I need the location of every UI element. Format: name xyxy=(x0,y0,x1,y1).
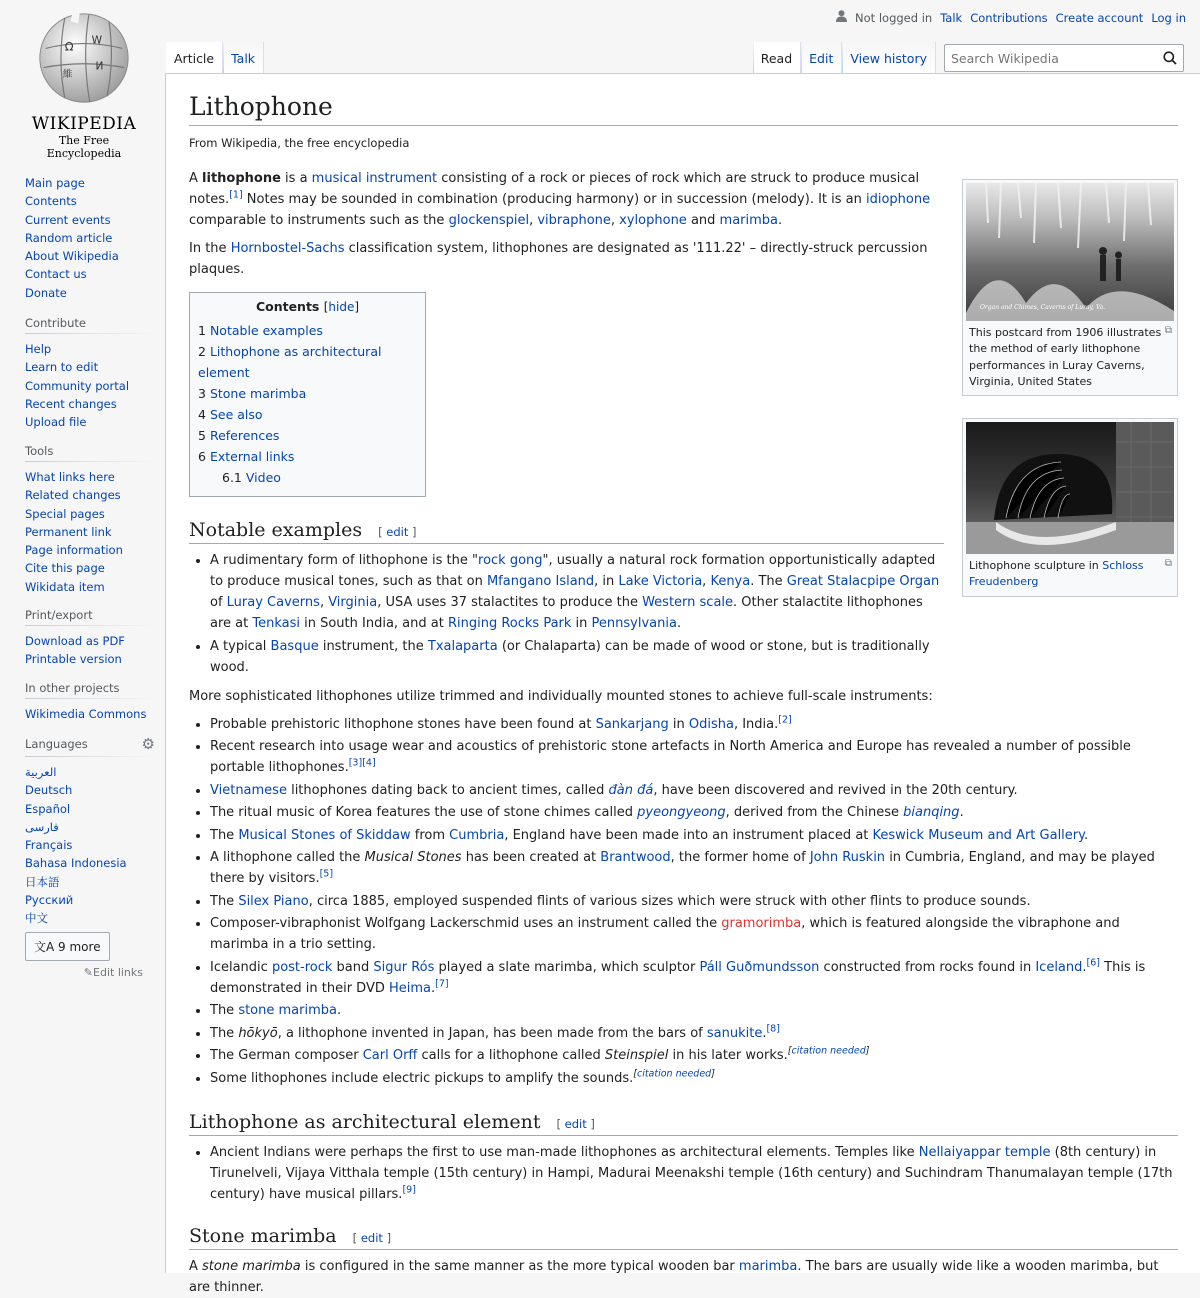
link[interactable]: Ringing Rocks Park xyxy=(447,616,572,631)
project-commons[interactable]: Wikimedia Commons xyxy=(25,707,147,721)
lang-item[interactable]: فارسی xyxy=(25,819,59,834)
toc-number: 6.1 xyxy=(222,470,242,485)
list-item: • The ritual music of Korea features the use of stone chimes called pyeongyeong, derived from the Chinese bianqing. xyxy=(210,802,1178,823)
tools-related-changes[interactable]: Related changes xyxy=(25,488,121,503)
toc-link: Lithophone as architectural element xyxy=(198,344,382,380)
personal-contributions-link[interactable]: Contributions xyxy=(970,10,1048,25)
tools-wikidata[interactable]: Wikidata item xyxy=(25,579,105,594)
toc-link: Video xyxy=(245,470,281,485)
list-item: • The Silex Piano, circa 1885, employed suspended flints of various sizes which were struck with other flints to produce sounds. xyxy=(210,891,1178,912)
logo-tagline: The Free Encyclopedia xyxy=(46,134,122,160)
toc-number: 2 xyxy=(198,344,206,359)
nav-random-article[interactable]: Random article xyxy=(25,230,113,245)
link[interactable]: Silex Piano xyxy=(238,893,309,909)
link[interactable]: Tenkasi xyxy=(252,616,300,631)
toc-item[interactable] xyxy=(198,404,417,425)
link[interactable]: đàn đá xyxy=(608,782,654,798)
section-heading-stone-marimba: Stone marimba [ edit ] xyxy=(189,1225,1178,1250)
search-icon[interactable] xyxy=(1157,45,1183,71)
sculpture-image[interactable] xyxy=(966,422,1174,554)
toc-link: Notable examples xyxy=(209,323,323,338)
list-item: • Some lithophones include electric pickups to amplify the sounds.[citation needed] xyxy=(210,1068,1178,1089)
list-item: • The hōkyō, a lithophone invented in Japan, has been made from the bars of sanukite.[8] xyxy=(210,1023,1178,1044)
portal-heading: Print/export xyxy=(25,608,155,626)
lang-item[interactable]: العربية xyxy=(25,765,57,779)
citation[interactable]: [1] xyxy=(229,189,243,201)
notable-list-1 xyxy=(189,550,944,678)
toc-title-row: Contents [hide] xyxy=(255,299,360,314)
tab-article[interactable] xyxy=(166,42,223,74)
projects-portal xyxy=(25,681,155,723)
postcard-image[interactable] xyxy=(966,183,1174,321)
toc-link: External links xyxy=(209,449,295,464)
toc-hide-toggle[interactable]: hide xyxy=(328,300,355,314)
toc-item[interactable] xyxy=(198,341,417,383)
citation[interactable]: [5] xyxy=(319,868,334,880)
tools-what-links-here[interactable]: What links here xyxy=(25,470,115,484)
tab-edit[interactable] xyxy=(801,42,842,74)
link[interactable]: idiophone xyxy=(866,192,931,207)
citation[interactable]: [4] xyxy=(362,757,376,769)
nav-about[interactable]: About Wikipedia xyxy=(25,249,119,264)
tab-talk-label: Talk xyxy=(231,51,256,66)
globe-logo-icon xyxy=(36,10,132,106)
toc-number: 6 xyxy=(198,449,206,464)
link[interactable]: Virginia xyxy=(328,595,378,610)
citation[interactable]: [2] xyxy=(778,714,792,726)
toc-item[interactable] xyxy=(198,467,417,488)
link[interactable]: Heima xyxy=(389,980,432,996)
wordmark: WIKIPEDIA xyxy=(31,114,137,134)
portal-heading: Languages xyxy=(25,737,88,751)
list-item: • The Musical Stones of Skiddaw from Cumbria, England have been made into an instrument placed at Keswick Museum and Art Gallery. xyxy=(210,825,1178,846)
toc-title: Contents xyxy=(255,299,320,314)
nav-contact[interactable]: Contact us xyxy=(25,267,87,282)
architectural-list xyxy=(189,1142,1178,1205)
figure-caption xyxy=(966,321,1174,392)
link[interactable]: Iceland xyxy=(1035,959,1083,975)
citation[interactable]: [7] xyxy=(435,978,449,990)
translate-icon: 文A xyxy=(34,939,55,954)
page-title: Lithophone xyxy=(189,92,1178,126)
tab-talk[interactable] xyxy=(223,42,264,74)
link[interactable]: Txalaparta xyxy=(427,638,498,654)
view-tabs xyxy=(753,42,936,74)
section-heading-architectural: Lithophone as architectural element [ edit ] xyxy=(189,1111,1178,1136)
link[interactable]: Sankarjang xyxy=(595,716,669,732)
magnify-icon[interactable]: ⧉ xyxy=(1164,325,1172,336)
section-edit-link[interactable]: edit xyxy=(360,1230,383,1245)
link[interactable]: rock gong xyxy=(478,553,543,568)
toc-link: See also xyxy=(209,407,263,422)
contribute-learn[interactable]: Learn to edit xyxy=(25,360,99,375)
section-title: Notable examples xyxy=(189,519,363,541)
toc-number: 1 xyxy=(198,323,206,338)
link[interactable]: Pennsylvania xyxy=(591,616,677,631)
portal-heading: In other projects xyxy=(25,681,155,699)
navigation-portal xyxy=(25,174,155,302)
pencil-icon: ✎ xyxy=(83,965,94,979)
tools-page-information[interactable]: Page information xyxy=(25,543,123,558)
citation[interactable]: [9] xyxy=(402,1184,416,1196)
sidebar xyxy=(0,0,166,1200)
caption-text: Lithophone sculpture in xyxy=(969,559,1103,572)
tab-read[interactable] xyxy=(753,42,801,74)
contribute-portal xyxy=(25,316,155,431)
user-icon xyxy=(836,10,847,25)
toc-link: Stone marimba xyxy=(209,386,307,401)
lang-item[interactable]: Français xyxy=(25,838,73,853)
link[interactable]: Nellaiyappar temple xyxy=(918,1144,1051,1160)
print-download-pdf[interactable]: Download as PDF xyxy=(25,634,125,648)
link[interactable]: Keswick Museum and Art Gallery xyxy=(872,827,1084,843)
toc-item[interactable] xyxy=(198,446,417,467)
portal-heading: Tools xyxy=(25,444,155,462)
toc-number: 3 xyxy=(198,386,206,401)
more-languages-label: 9 more xyxy=(58,939,101,954)
link[interactable]: Carl Orff xyxy=(362,1048,418,1063)
portal-heading: Contribute xyxy=(25,316,155,334)
link[interactable]: Kenya xyxy=(710,574,751,589)
lang-item[interactable]: Bahasa Indonesia xyxy=(25,856,127,871)
postcard-inscription: Organ and Chimes, Caverns of Luray, Va. xyxy=(980,304,1106,311)
svg-text:W: W xyxy=(91,34,103,47)
tab-read-label: Read xyxy=(760,51,793,66)
nav-contents[interactable]: Contents xyxy=(25,194,77,209)
search-input[interactable] xyxy=(945,51,1157,66)
link[interactable]: Luray Caverns xyxy=(226,595,320,610)
tools-permanent-link[interactable]: Permanent link xyxy=(25,524,112,539)
link[interactable]: sanukite xyxy=(706,1025,763,1041)
figure-caption xyxy=(966,554,1174,593)
search-box xyxy=(944,44,1184,72)
toc-item[interactable] xyxy=(198,383,417,404)
wikipedia-logo[interactable] xyxy=(24,10,144,160)
toc-item[interactable] xyxy=(198,320,417,341)
tab-view-history[interactable] xyxy=(842,42,936,74)
link[interactable]: Páll Guðmundsson xyxy=(699,959,820,975)
login-link[interactable]: Log in xyxy=(1151,10,1186,25)
lang-item[interactable]: Deutsch xyxy=(25,783,73,798)
section-heading-notable: Notable examples [ edit ] xyxy=(189,519,944,544)
list-item: • Probable prehistoric lithophone stones have been found at Sankarjang in Odisha, India.[2] xyxy=(210,714,1178,735)
paragraph: A stone marimba is configured in the same manner as the more typical wooden bar marimba. The bars are usually wide like a wooden marimba, but are thinner. xyxy=(189,1258,1159,1295)
toc-number: 4 xyxy=(198,407,206,422)
contribute-help[interactable]: Help xyxy=(25,342,52,356)
lang-item[interactable]: 日本語 xyxy=(25,874,60,889)
contribute-portal-link[interactable]: Community portal xyxy=(25,378,130,393)
not-logged-in: Not logged in xyxy=(855,10,933,25)
lang-item[interactable]: 中文 xyxy=(25,911,48,926)
edit-links-label: Edit links xyxy=(93,965,143,979)
link[interactable]: vibraphone xyxy=(537,213,611,228)
section-edit-link[interactable]: edit xyxy=(564,1116,587,1131)
contribute-recent-changes[interactable]: Recent changes xyxy=(25,396,117,411)
link[interactable]: Vietnamese xyxy=(210,782,287,798)
link[interactable]: Musical Stones of Skiddaw xyxy=(238,827,411,843)
svg-text:И: И xyxy=(95,60,104,73)
tools-special-pages[interactable]: Special pages xyxy=(25,506,105,521)
link[interactable]: Brantwood xyxy=(600,850,671,865)
schloss-freudenberg-link[interactable]: Schloss Freudenberg xyxy=(969,559,1144,589)
link[interactable]: Great Stalacpipe Organ xyxy=(786,574,940,589)
link[interactable]: musical instrument xyxy=(311,171,438,186)
link[interactable]: post-rock xyxy=(271,959,333,975)
languages-heading-row xyxy=(25,735,155,757)
link[interactable]: Lake Victoria xyxy=(618,574,703,589)
link[interactable]: marimba xyxy=(719,213,779,228)
languages-portal xyxy=(25,735,155,979)
list-item: • The stone marimba. xyxy=(210,1000,1178,1021)
tools-cite[interactable]: Cite this page xyxy=(25,561,105,576)
list-item: • Ancient Indians were perhaps the first to use man-made lithophones as architectural elements. Temples like Nellaiyappar temple (8th century) in Tirunelveli, Vijaya Vitthala temple (15th century) in Hampi, Madurai Meenakshi temple (16th century) and Suchindram Thanumalayan temple (17th century) have musical pillars.[9] xyxy=(210,1142,1178,1205)
namespace-tabs xyxy=(166,42,264,74)
article-content xyxy=(165,73,1200,1295)
link[interactable]: Basque xyxy=(270,638,319,654)
citation[interactable]: [3] xyxy=(348,757,363,769)
link[interactable]: Hornbostel-Sachs xyxy=(230,241,345,256)
nav-donate[interactable]: Donate xyxy=(25,285,67,300)
table-of-contents xyxy=(189,292,426,497)
list-item: • Icelandic post-rock band Sigur Rós played a slate marimba, which sculptor Páll Guðmundsson constructed from rocks found in Iceland.[6] This is demonstrated in their DVD Heima.[7] xyxy=(210,957,1178,999)
list-item: • A typical Basque instrument, the Txalaparta (or Chalaparta) can be made of wood or stone, but is traditionally wood. xyxy=(210,636,944,678)
tab-edit-label: Edit xyxy=(809,51,834,66)
link[interactable]: bianqing xyxy=(903,805,960,820)
lang-item[interactable]: Español xyxy=(25,801,71,816)
list-item: • Vietnamese lithophones dating back to ancient times, called đàn đá, have been discovered and revived in the 20th century. xyxy=(210,780,1178,801)
nav-current-events[interactable]: Current events xyxy=(25,212,111,227)
link[interactable]: Odisha xyxy=(688,716,734,732)
link[interactable]: Western scale xyxy=(642,595,734,610)
svg-text:Ω: Ω xyxy=(64,39,74,54)
print-printable[interactable]: Printable version xyxy=(25,652,122,667)
edit-links[interactable] xyxy=(25,966,155,979)
link[interactable]: Sigur Rós xyxy=(373,959,435,975)
site-tagline: From Wikipedia, the free encyclopedia xyxy=(189,136,410,150)
citation[interactable]: [8] xyxy=(766,1023,780,1035)
link[interactable]: marimba xyxy=(738,1258,798,1274)
contribute-upload[interactable]: Upload file xyxy=(25,415,87,430)
list-item: • A rudimentary form of lithophone is the "rock gong", usually a natural rock formation opportunistically adapted to produce musical tones, such as that on Mfangano Island, in Lake Victoria, Kenya. The Great Stalacpipe Organ of Luray Caverns, Virginia, USA uses 37 stalactites to produce the Western scale. Other stalactite lithophones are at Tenkasi in South India, and at Ringing Rocks Park in Pennsylvania. xyxy=(210,550,944,634)
link[interactable]: glockenspiel xyxy=(448,213,530,228)
list-item: • Composer-vibraphonist Wolfgang Lackerschmid uses an instrument called the gramorimba, which is featured alongside the vibraphone and marimba in a trio setting. xyxy=(210,913,1178,955)
notable-list-2 xyxy=(189,714,1178,1089)
toc-number: 5 xyxy=(198,428,206,443)
lang-item[interactable]: Русский xyxy=(25,893,74,908)
paragraph: More sophisticated lithophones utilize trimmed and individually mounted stones to achieve full-scale instruments: xyxy=(189,688,933,704)
personal-tools xyxy=(836,10,1186,25)
magnify-icon[interactable]: ⧉ xyxy=(1164,558,1172,569)
create-account-link[interactable]: Create account xyxy=(1055,10,1144,25)
link[interactable]: xylophone xyxy=(619,213,687,228)
caption-text: This postcard from 1906 illustrates the method of early lithophone performances in Luray Caverns, Virginia, United States xyxy=(969,326,1162,388)
lead-section xyxy=(189,168,944,280)
gear-icon[interactable]: ⚙ xyxy=(141,735,155,753)
redlink[interactable]: gramorimba xyxy=(721,916,802,931)
toc-item[interactable] xyxy=(198,425,417,446)
toc-link: References xyxy=(209,428,280,443)
tab-history-label: View history xyxy=(850,51,927,66)
personal-talk-link[interactable]: Talk xyxy=(940,10,963,25)
section-title: Lithophone as architectural element xyxy=(189,1110,541,1133)
classification-paragraph: In the Hornbostel-Sachs classification system, lithophones are designated as '111.22' – directly-struck percussion plaques. xyxy=(189,241,928,277)
list-item: • The German composer Carl Orff calls for a lithophone called Steinspiel in his later works.[citation needed] xyxy=(210,1045,1178,1066)
tools-portal xyxy=(25,444,155,596)
figure-postcard xyxy=(962,179,1178,396)
citation[interactable]: [6] xyxy=(1086,957,1101,969)
svg-text:維: 維 xyxy=(62,69,73,81)
citation-needed[interactable]: citation needed xyxy=(636,1068,712,1080)
section-title: Stone marimba xyxy=(189,1224,337,1247)
list-item: • Recent research into usage wear and acoustics of prehistoric stone artefacts in North America and Europe has revealed a number of possible portable lithophones.[3][4] xyxy=(210,736,1178,778)
section-edit-link[interactable]: edit xyxy=(386,525,409,539)
link[interactable]: stone marimba xyxy=(238,1003,337,1018)
lead-paragraph: A lithophone is a musical instrument consisting of a rock or pieces of rock which are struck to produce musical notes.[1] Notes may be sounded in combination (producing harmony) or in succession (melody). It is an idiophone comparable to instruments such as the glockenspiel, vibraphone, xylophone and marimba. xyxy=(189,171,931,228)
link[interactable]: Mfangano Island xyxy=(486,574,595,589)
print-portal xyxy=(25,608,155,669)
list-item: • A lithophone called the Musical Stones has been created at Brantwood, the former home of John Ruskin in Cumbria, England, and may be played there by visitors.[5] xyxy=(210,847,1178,889)
link[interactable]: pyeongyeong xyxy=(637,805,726,820)
more-languages-button[interactable] xyxy=(25,932,110,961)
citation-needed[interactable]: citation needed xyxy=(791,1045,866,1057)
nav-main-page[interactable]: Main page xyxy=(25,176,85,190)
link[interactable]: John Ruskin xyxy=(809,850,886,865)
figure-sculpture xyxy=(962,418,1178,597)
link[interactable]: Cumbria xyxy=(449,827,505,843)
tab-article-label: Article xyxy=(174,51,215,66)
